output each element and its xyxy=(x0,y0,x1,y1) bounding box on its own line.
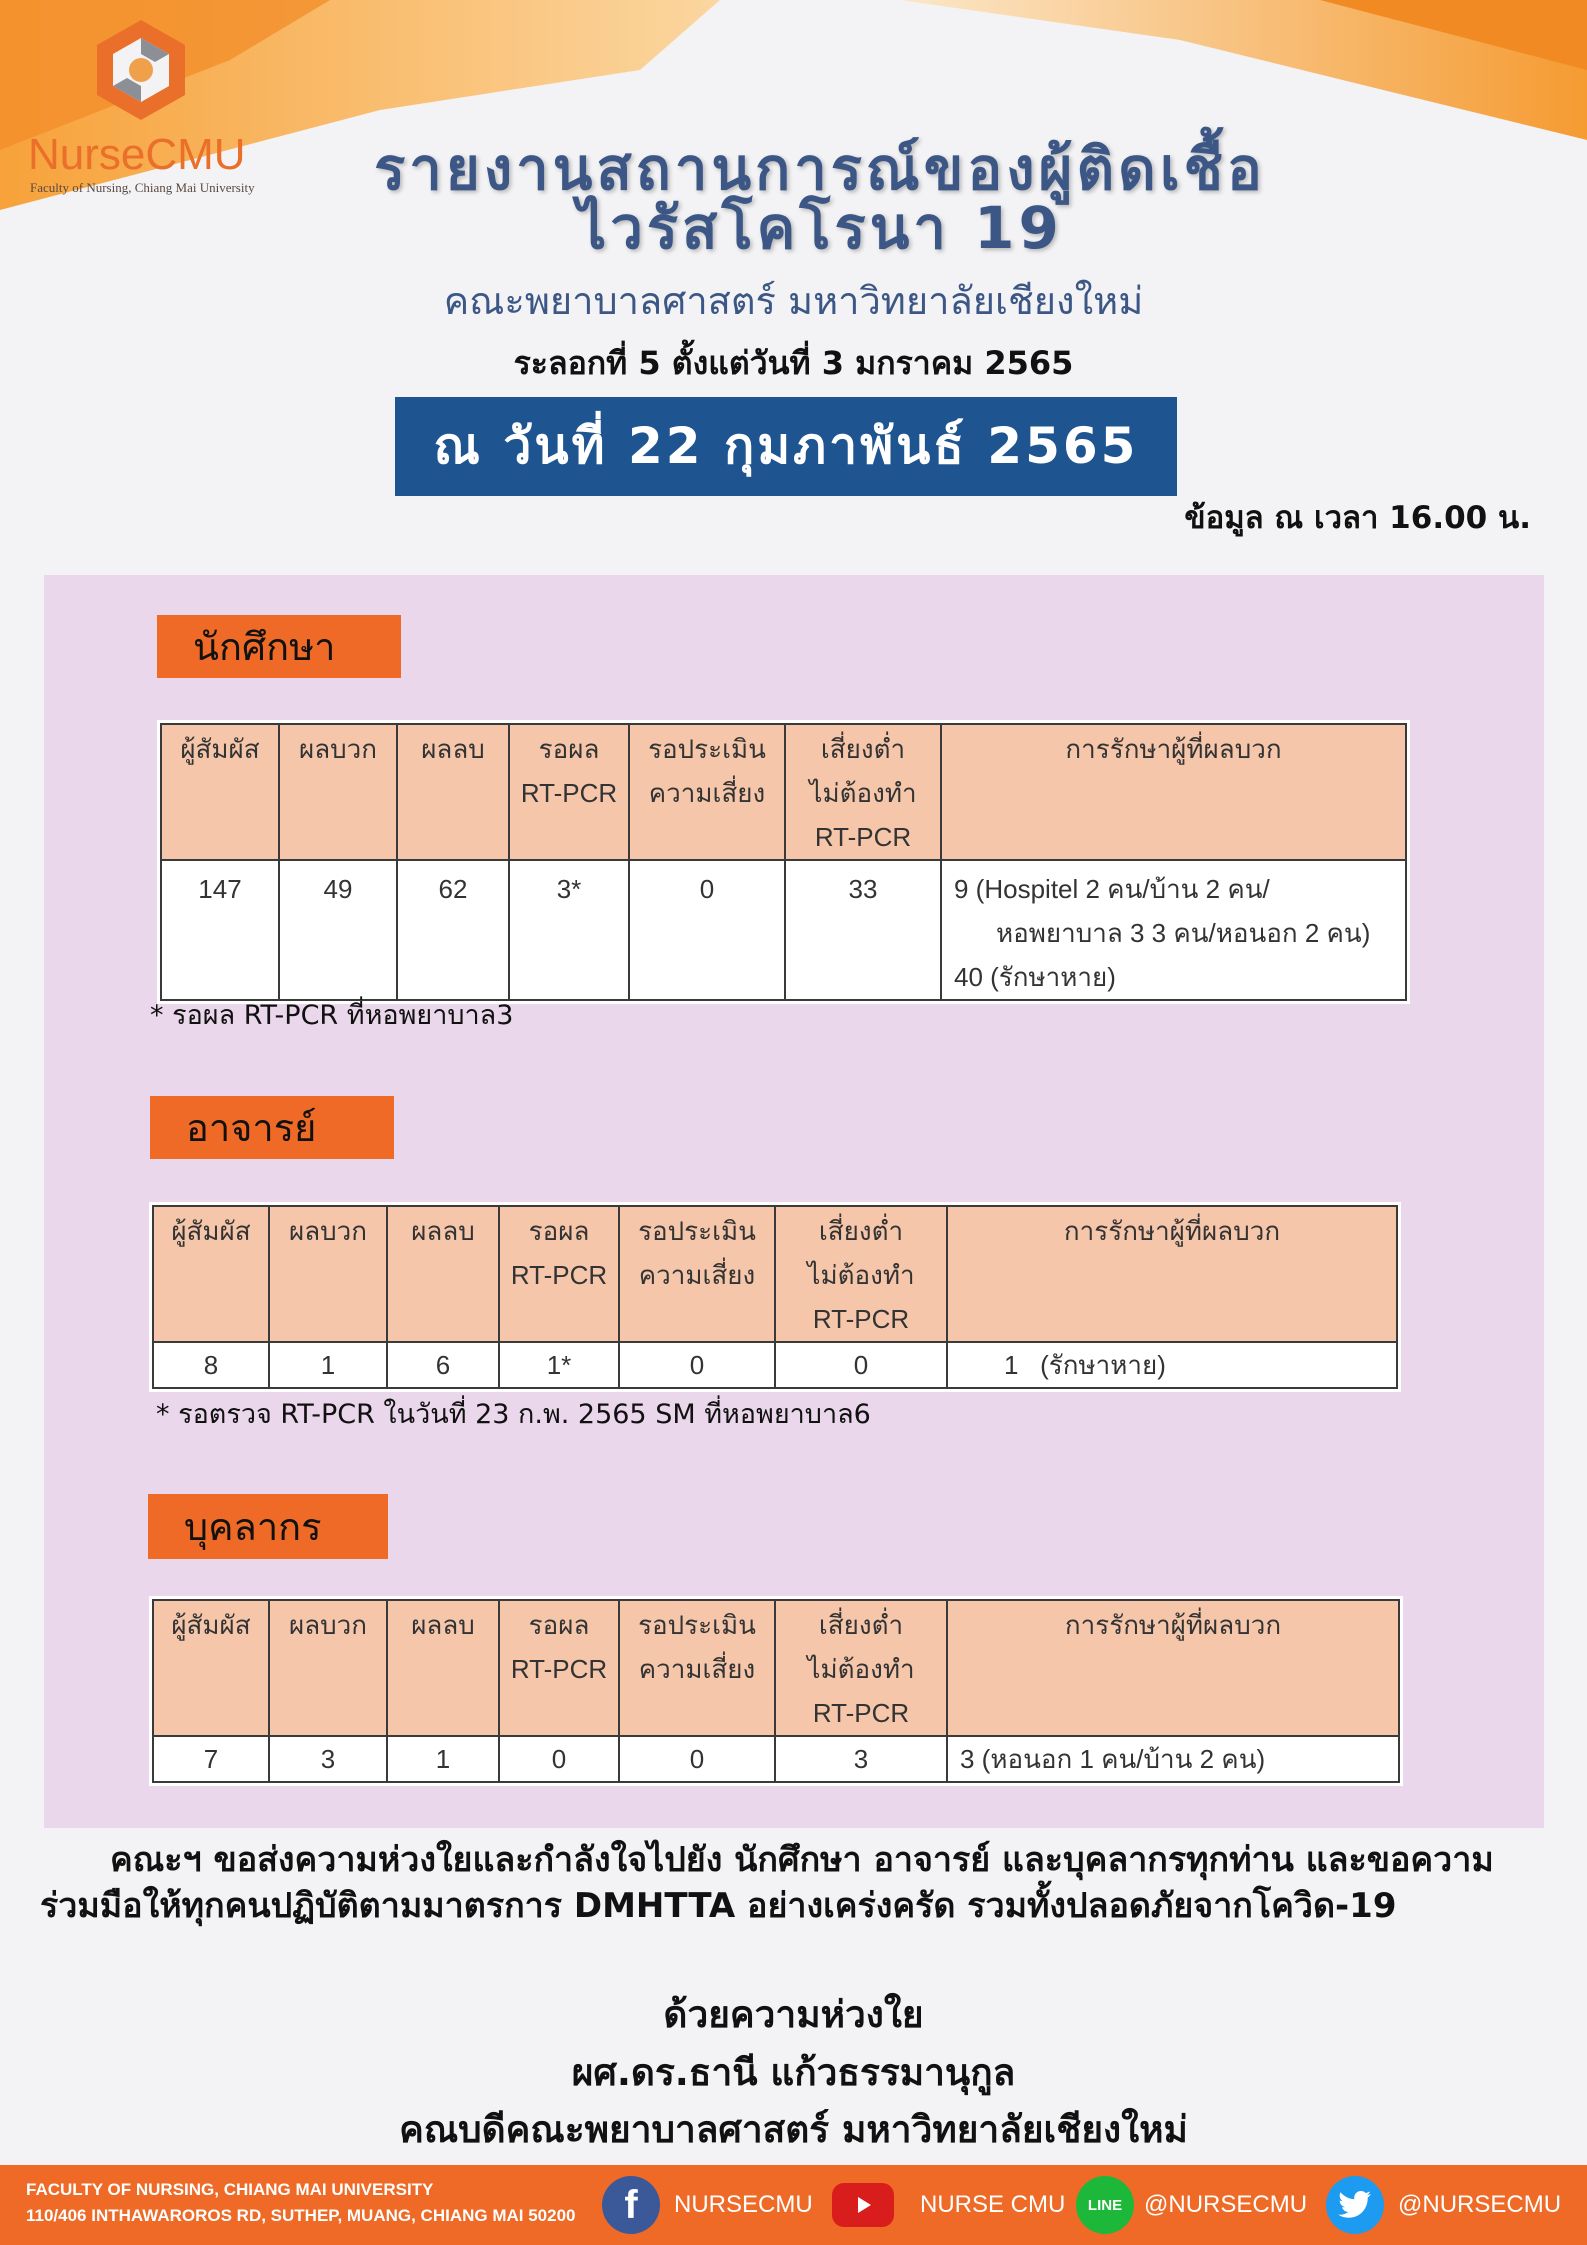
cell-treatment xyxy=(941,860,1406,1000)
logo-wordmark: NurseCMU xyxy=(28,130,246,179)
col-header xyxy=(619,1206,775,1342)
col-header-line: RT-PCR xyxy=(812,1698,910,1728)
line-icon: LINE xyxy=(1076,2176,1134,2234)
col-header xyxy=(509,724,629,860)
col-header-line: ไม่ต้องทำ xyxy=(809,778,917,808)
footer-address xyxy=(26,2177,576,2229)
table-row xyxy=(161,860,1406,1000)
col-header xyxy=(387,1206,499,1342)
cell-low-risk: 3 xyxy=(775,1736,947,1782)
twitter-link[interactable] xyxy=(1326,2175,1561,2235)
teachers-table xyxy=(152,1205,1398,1389)
col-header-line: ผลลบ xyxy=(411,1216,475,1246)
cell-negative: 6 xyxy=(387,1342,499,1388)
col-header-line: ความเสี่ยง xyxy=(638,1654,756,1684)
col-header-line: การรักษาผู้ที่ผลบวก xyxy=(1063,1216,1281,1246)
col-header-line: การรักษาผู้ที่ผลบวก xyxy=(1065,734,1282,764)
faculty-name: คณะพยาบาลศาสตร์ มหาวิทยาลัยเชียงใหม่ xyxy=(443,279,1144,323)
cell-contacts: 147 xyxy=(161,860,279,1000)
col-header xyxy=(499,1206,619,1342)
facebook-handle: NURSECMU xyxy=(674,2191,813,2218)
page-title-line2: ไวรัสโคโรนา 19 xyxy=(577,194,1063,262)
logo-emblem-icon xyxy=(86,16,196,126)
cell-positive: 1 xyxy=(269,1342,387,1388)
cell-awaiting-assessment: 0 xyxy=(619,1736,775,1782)
col-header-line: เสี่ยงต่ำ xyxy=(818,1216,904,1246)
col-header xyxy=(161,724,279,860)
col-header xyxy=(947,1206,1397,1342)
col-header-line: รอผล xyxy=(538,734,600,764)
twitter-handle: @NURSECMU xyxy=(1398,2191,1562,2218)
cell-awaiting-assessment: 0 xyxy=(619,1342,775,1388)
col-header xyxy=(941,724,1406,860)
col-header-line: RT-PCR xyxy=(510,1260,608,1290)
col-header-line: ความเสี่ยง xyxy=(648,778,766,808)
col-header-line: ผลบวก xyxy=(288,1216,367,1246)
col-header-line: รอผล xyxy=(528,1610,590,1640)
facebook-link[interactable] xyxy=(602,2175,813,2235)
section-label-students: นักศึกษา xyxy=(157,615,401,678)
teachers-footnote: * รอตรวจ RT-PCR ในวันที่ 23 ก.พ. 2565 SM ที่หอพยาบาล6 xyxy=(156,1399,871,1430)
col-header-line: RT-PCR xyxy=(812,1304,910,1334)
col-header-line: การรักษาผู้ที่ผลบวก xyxy=(1064,1610,1282,1640)
closing-line2: ร่วมมือให้ทุกคนปฏิบัติตามมาตรการ DMHTTA อย่างเคร่งครัด รวมทั้งปลอดภัยจากโควิด-19 xyxy=(40,1886,1397,1926)
treatment-line: 40 (รักษาหาย) xyxy=(954,962,1116,992)
cell-negative: 62 xyxy=(397,860,509,1000)
table-row xyxy=(153,1736,1399,1782)
col-header-line: ไม่ต้องทำ xyxy=(807,1654,915,1684)
cell-treatment: 1 (รักษาหาย) xyxy=(947,1342,1397,1388)
cell-awaiting-rtpcr: 0 xyxy=(499,1736,619,1782)
col-header-line: ผลบวก xyxy=(288,1610,367,1640)
cell-positive: 49 xyxy=(279,860,397,1000)
signature-name: ผศ.ดร.ธานี แก้วธรรมานุกูล xyxy=(571,2051,1016,2094)
staff-table xyxy=(152,1599,1400,1783)
youtube-icon xyxy=(832,2183,894,2227)
cell-awaiting-rtpcr: 3* xyxy=(509,860,629,1000)
col-header-line: เสี่ยงต่ำ xyxy=(818,1610,904,1640)
youtube-handle: NURSE CMU xyxy=(920,2191,1066,2218)
col-header-line: RT-PCR xyxy=(814,822,912,852)
cell-low-risk: 0 xyxy=(775,1342,947,1388)
data-time: ข้อมูล ณ เวลา 16.00 น. xyxy=(1184,500,1531,536)
col-header xyxy=(153,1206,269,1342)
col-header-line: เสี่ยงต่ำ xyxy=(820,734,906,764)
col-header-line: ผลลบ xyxy=(411,1610,475,1640)
cell-awaiting-rtpcr: 1* xyxy=(499,1342,619,1388)
col-header-line: รอประเมิน xyxy=(638,1610,756,1640)
col-header xyxy=(619,1600,775,1736)
cell-contacts: 7 xyxy=(153,1736,269,1782)
cell-awaiting-assessment: 0 xyxy=(629,860,785,1000)
students-table xyxy=(160,723,1407,1001)
col-header xyxy=(775,1600,947,1736)
cell-negative: 1 xyxy=(387,1736,499,1782)
line-link[interactable] xyxy=(1076,2175,1307,2235)
footer-address-line2: 110/406 INTHAWAROROS RD, SUTHEP, MUANG, CHIANG MAI 50200 xyxy=(26,2206,576,2225)
col-header-line: ความเสี่ยง xyxy=(638,1260,756,1290)
treatment-line: 9 (Hospitel 2 คน/บ้าน 2 คน/ xyxy=(954,874,1270,904)
col-header xyxy=(279,724,397,860)
line-handle: @NURSECMU xyxy=(1144,2191,1308,2218)
footer-address-line1: FACULTY OF NURSING, CHIANG MAI UNIVERSITY xyxy=(26,2180,434,2199)
table-row xyxy=(153,1342,1397,1388)
cell-treatment: 3 (หอนอก 1 คน/บ้าน 2 คน) xyxy=(947,1736,1399,1782)
youtube-link[interactable] xyxy=(832,2175,1065,2235)
col-header-line: รอผล xyxy=(528,1216,590,1246)
twitter-icon xyxy=(1326,2176,1384,2234)
col-header xyxy=(269,1206,387,1342)
col-header-line: รอประเมิน xyxy=(638,1216,756,1246)
facebook-icon: f xyxy=(602,2176,660,2234)
signature-greeting: ด้วยความห่วงใย xyxy=(663,1993,924,2036)
col-header xyxy=(785,724,941,860)
section-label-teachers: อาจารย์ xyxy=(150,1096,394,1159)
col-header xyxy=(153,1600,269,1736)
closing-line1: คณะฯ ขอส่งความห่วงใยและกำลังใจไปยัง นักศึกษา อาจารย์ และบุคลากรทุกท่าน และขอความ xyxy=(110,1840,1494,1880)
col-header-line: รอประเมิน xyxy=(648,734,766,764)
col-header xyxy=(629,724,785,860)
col-header-line: ผลบวก xyxy=(298,734,377,764)
col-header-line: ผู้สัมผัส xyxy=(171,1610,251,1640)
treatment-line: หอพยาบาล 3 3 คน/หอนอก 2 คน) xyxy=(996,918,1371,948)
col-header-line: ผู้สัมผัส xyxy=(180,734,260,764)
table-header-row xyxy=(153,1600,1399,1736)
cell-low-risk: 33 xyxy=(785,860,941,1000)
col-header-line: RT-PCR xyxy=(520,778,618,808)
col-header xyxy=(397,724,509,860)
table-header-row xyxy=(161,724,1406,860)
col-header xyxy=(775,1206,947,1342)
logo-subtitle: Faculty of Nursing, Chiang Mai University xyxy=(30,180,255,195)
section-label-staff: บุคลากร xyxy=(148,1494,388,1559)
col-header-line: ผู้สัมผัส xyxy=(171,1216,251,1246)
students-footnote: * รอผล RT-PCR ที่หอพยาบาล3 xyxy=(150,1000,514,1031)
cell-positive: 3 xyxy=(269,1736,387,1782)
footer-bar xyxy=(0,2165,1587,2245)
col-header-line: ผลลบ xyxy=(421,734,485,764)
cell-contacts: 8 xyxy=(153,1342,269,1388)
table-header-row xyxy=(153,1206,1397,1342)
round-subtitle: ระลอกที่ 5 ตั้งแต่วันที่ 3 มกราคม 2565 xyxy=(513,344,1074,382)
report-date: ณ วันที่ 22 กุมภาพันธ์ 2565 xyxy=(433,417,1139,475)
col-header xyxy=(499,1600,619,1736)
col-header-line: RT-PCR xyxy=(510,1654,608,1684)
col-header xyxy=(387,1600,499,1736)
col-header xyxy=(269,1600,387,1736)
col-header-line: ไม่ต้องทำ xyxy=(807,1260,915,1290)
signature-position: คณบดีคณะพยาบาลศาสตร์ มหาวิทยาลัยเชียงใหม่ xyxy=(399,2108,1188,2151)
page-title-line1: รายงานสถานการณ์ของผู้ติดเชื้อ xyxy=(374,135,1266,203)
col-header xyxy=(947,1600,1399,1736)
report-date-banner xyxy=(395,397,1177,496)
